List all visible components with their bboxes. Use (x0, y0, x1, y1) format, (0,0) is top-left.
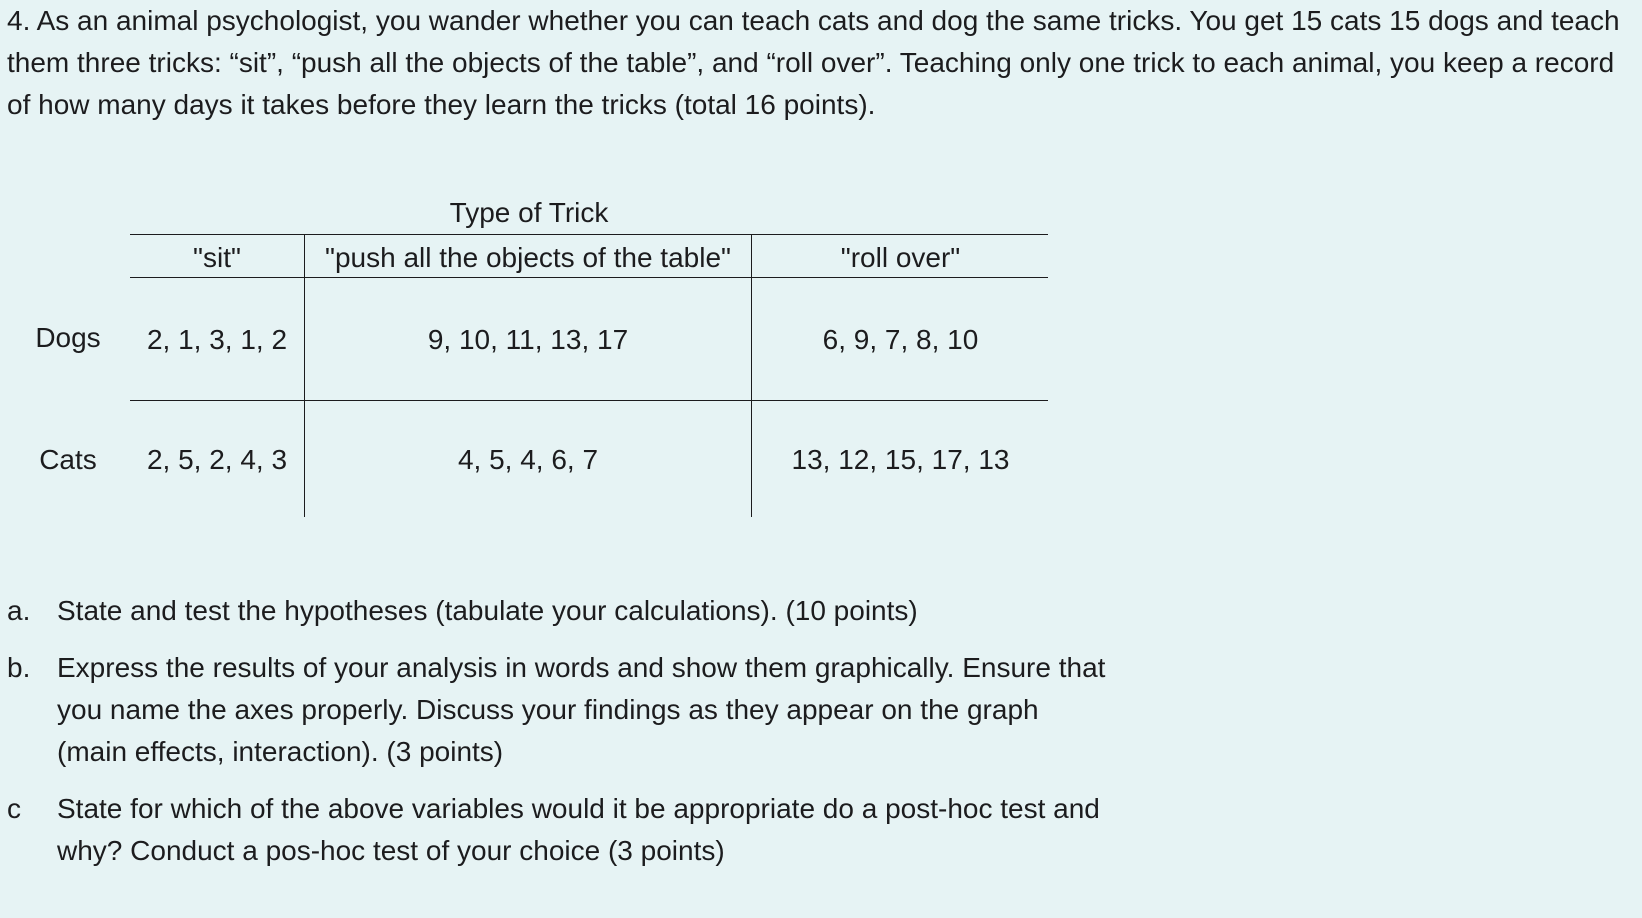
question-letter: b. (7, 652, 31, 683)
question-text: Express the results of your analysis in words and show them graphically. Ensure that you name the axes properly. Discuss your findings as they appear on the graph (main effects, interaction). (3 points) (57, 652, 1106, 767)
table-cell: 6, 9, 7, 8, 10 (822, 324, 979, 355)
table-cell: 13, 12, 15, 17, 13 (791, 444, 1010, 475)
table-cell: 2, 1, 3, 1, 2 (146, 324, 288, 355)
column-header-push: "push all the objects of the table" (325, 242, 731, 273)
row-label-cats: Cats (39, 444, 97, 475)
question-letter: a. (7, 595, 31, 626)
question-c (0, 788, 1200, 872)
question-letter: c (7, 793, 21, 824)
question-text: State and test the hypotheses (tabulate your calculations). (10 points) (57, 595, 918, 626)
table-column-divider (304, 234, 305, 517)
table-row-divider (130, 400, 1048, 401)
table-column-divider (751, 234, 752, 517)
question-a (0, 590, 1200, 632)
table-cell: 2, 5, 2, 4, 3 (146, 444, 288, 475)
table-top-rule (130, 234, 1048, 235)
table-cell: 9, 10, 11, 13, 17 (427, 324, 629, 355)
problem-intro: 4. As an animal psychologist, you wander whether you can teach cats and dog the same tricks. You get 15 cats 15 dogs and teach them three tricks: “sit”, “push all the objects of the table”, and “roll over”. Teaching only one trick to each animal, you keep a record of how many days it takes before they learn the tricks (total 16 points). (7, 5, 1620, 120)
column-header-roll-over: "roll over" (840, 242, 961, 273)
column-header-sit: "sit" (193, 242, 241, 273)
question-list (0, 590, 1200, 887)
row-label-dogs: Dogs (35, 322, 101, 353)
question-b (0, 647, 1200, 773)
data-table (0, 190, 1100, 535)
table-caption: Type of Trick (449, 197, 609, 228)
table-cell: 4, 5, 4, 6, 7 (457, 444, 599, 475)
question-text: State for which of the above variables would it be appropriate do a post-hoc test and why? Conduct a pos-hoc test of your choice (3 points) (57, 793, 1100, 866)
table-header-rule (130, 277, 1048, 278)
